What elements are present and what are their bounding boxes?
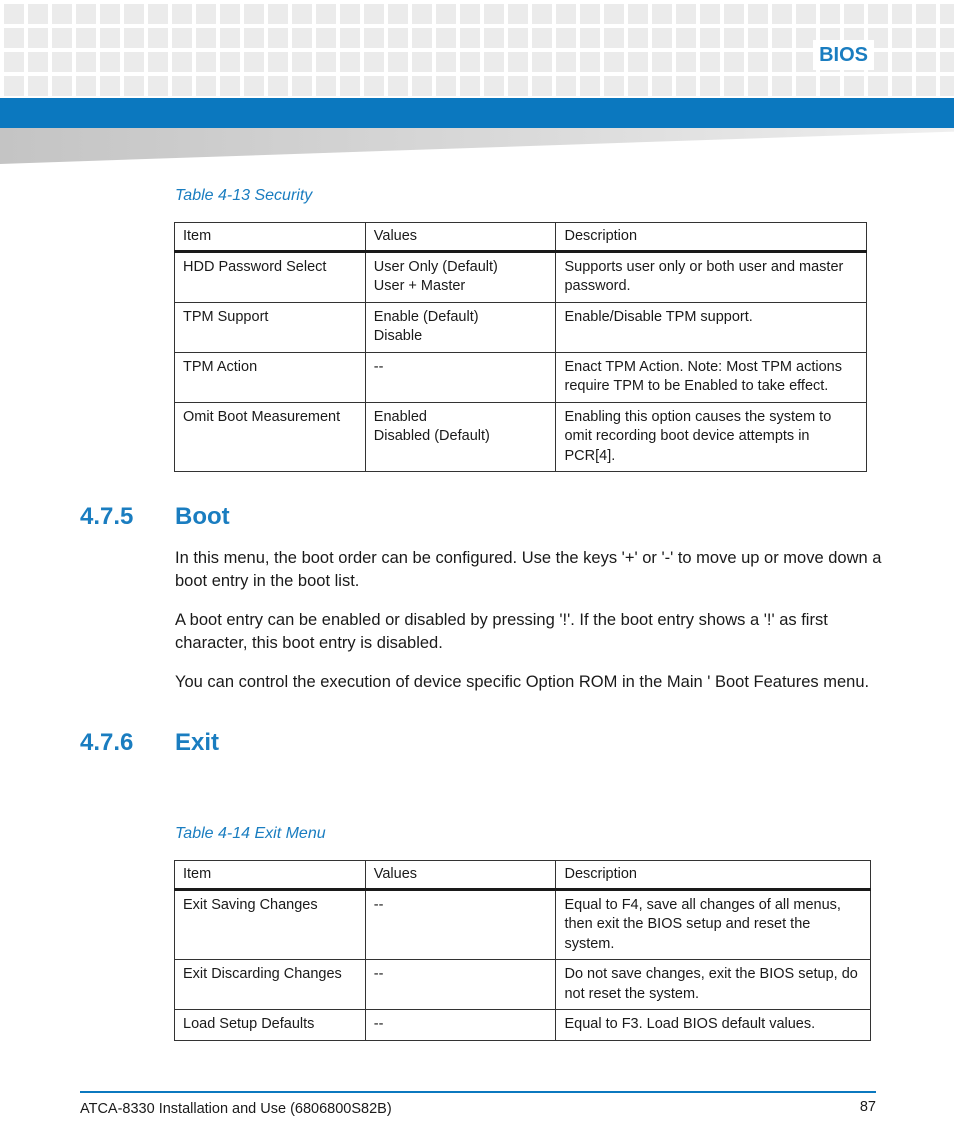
cell-item: Omit Boot Measurement xyxy=(175,402,366,472)
table-security-caption: Table 4-13 Security xyxy=(175,187,313,204)
table-header-row xyxy=(175,861,871,890)
table-row xyxy=(175,302,867,352)
boot-paragraph: You can control the execution of device specific Option ROM in the Main ' Boot Features menu. xyxy=(175,673,870,691)
table-security xyxy=(174,222,867,472)
cell-item: Exit Discarding Changes xyxy=(175,960,366,1010)
section-number: 4.7.5 xyxy=(80,503,134,530)
chapter-title: BIOS xyxy=(813,40,874,70)
footer-document-title: ATCA-8330 Installation and Use (6806800S82B) xyxy=(80,1101,392,1117)
cell-values: User Only (Default) User + Master xyxy=(365,251,556,302)
column-header-values: Values xyxy=(365,861,556,890)
footer-page-number: 87 xyxy=(859,1099,876,1115)
boot-paragraph: In this menu, the boot order can be configured. Use the keys '+' or '-' to move up or move down a boot entry in the boot list. xyxy=(175,549,882,590)
boot-paragraph: A boot entry can be enabled or disabled by pressing '!'. If the boot entry shows a '!' as first character, this boot entry is disabled. xyxy=(175,611,828,652)
cell-item: TPM Action xyxy=(175,352,366,402)
column-header-item: Item xyxy=(175,861,366,890)
header-swoosh xyxy=(0,128,954,164)
column-header-item: Item xyxy=(175,223,366,252)
table-row xyxy=(175,1010,871,1041)
table-exit-menu xyxy=(174,860,871,1041)
table-row xyxy=(175,960,871,1010)
cell-description: Do not save changes, exit the BIOS setup, do not reset the system. xyxy=(556,960,871,1010)
table-row xyxy=(175,889,871,960)
cell-values: Enabled Disabled (Default) xyxy=(365,402,556,472)
cell-values: Enable (Default) Disable xyxy=(365,302,556,352)
cell-description: Enact TPM Action. Note: Most TPM actions require TPM to be Enabled to take effect. xyxy=(556,352,867,402)
table-row xyxy=(175,251,867,302)
table-row xyxy=(175,352,867,402)
column-header-values: Values xyxy=(365,223,556,252)
cell-item: Load Setup Defaults xyxy=(175,1010,366,1041)
cell-values: -- xyxy=(365,889,556,960)
column-header-description: Description xyxy=(556,223,867,252)
table-exit-caption: Table 4-14 Exit Menu xyxy=(175,825,326,842)
cell-description: Enable/Disable TPM support. xyxy=(556,302,867,352)
header-pattern xyxy=(0,0,954,98)
section-heading-boot xyxy=(80,502,230,532)
section-title: Exit xyxy=(175,729,220,756)
cell-item: Exit Saving Changes xyxy=(175,889,366,960)
column-header-description: Description xyxy=(556,861,871,890)
cell-description: Equal to F3. Load BIOS default values. xyxy=(556,1010,871,1041)
cell-item: HDD Password Select xyxy=(175,251,366,302)
cell-description: Equal to F4, save all changes of all menus, then exit the BIOS setup and reset the system. xyxy=(556,889,871,960)
cell-item: TPM Support xyxy=(175,302,366,352)
header-bar xyxy=(0,98,954,128)
section-heading-exit xyxy=(80,728,219,758)
cell-values: -- xyxy=(365,960,556,1010)
cell-values: -- xyxy=(365,1010,556,1041)
cell-values: -- xyxy=(365,352,556,402)
cell-description: Supports user only or both user and master password. xyxy=(556,251,867,302)
table-row xyxy=(175,402,867,472)
table-header-row xyxy=(175,223,867,252)
section-title: Boot xyxy=(175,503,230,530)
footer-rule xyxy=(80,1091,876,1093)
section-number: 4.7.6 xyxy=(80,729,134,756)
cell-description: Enabling this option causes the system to omit recording boot device attempts in PCR[4]. xyxy=(556,402,867,472)
